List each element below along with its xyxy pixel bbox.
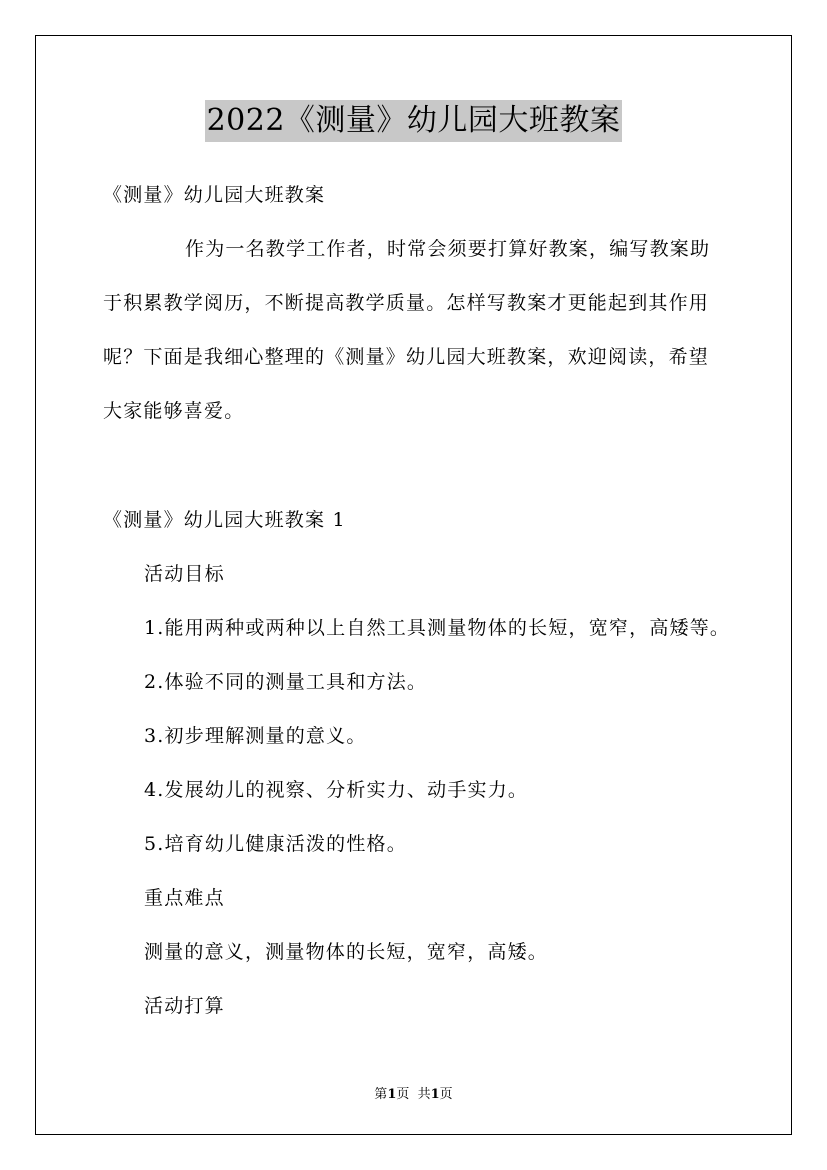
key-points-text: 测量的意义，测量物体的长短，宽窄，高矮。: [144, 941, 549, 963]
goals-heading: 活动目标: [144, 563, 225, 585]
intro-line-2: 于积累教学阅历，不断提高教学质量。怎样写教案才更能起到其作用: [103, 292, 710, 314]
page-footer: [0, 1083, 827, 1102]
footer-page-prefix: 第: [374, 1087, 388, 1102]
key-points-heading: 重点难点: [144, 887, 225, 909]
goal-item-3: 3.初步理解测量的意义。: [144, 725, 367, 747]
section1-heading: 《测量》幼儿园大班教案 1: [103, 509, 346, 531]
goal-item-4: 4.发展幼儿的视察、分析实力、动手实力。: [144, 779, 529, 801]
footer-page-mid: 页 共: [396, 1087, 431, 1102]
intro-line-1: 作为一名教学工作者，时常会须要打算好教案，编写教案助: [185, 238, 711, 260]
intro-line-3: 呢？下面是我细心整理的《测量》幼儿园大班教案，欢迎阅读，希望: [103, 346, 710, 368]
goal-item-5: 5.培育幼儿健康活泼的性格。: [144, 833, 407, 855]
footer-page-number: 1: [387, 1087, 397, 1102]
intro-line-4: 大家能够喜爱。: [103, 400, 245, 422]
title-container: [0, 100, 827, 142]
footer-page-total: 1: [430, 1087, 440, 1102]
goal-item-1: 1.能用两种或两种以上自然工具测量物体的长短，宽窄，高矮等。: [144, 617, 731, 639]
prep-heading: 活动打算: [144, 995, 225, 1017]
doc-subtitle: 《测量》幼儿园大班教案: [103, 184, 326, 206]
footer-page-suffix: 页: [439, 1087, 453, 1102]
goal-item-2: 2.体验不同的测量工具和方法。: [144, 671, 428, 693]
page-title: 2022《测量》幼儿园大班教案: [205, 100, 623, 142]
